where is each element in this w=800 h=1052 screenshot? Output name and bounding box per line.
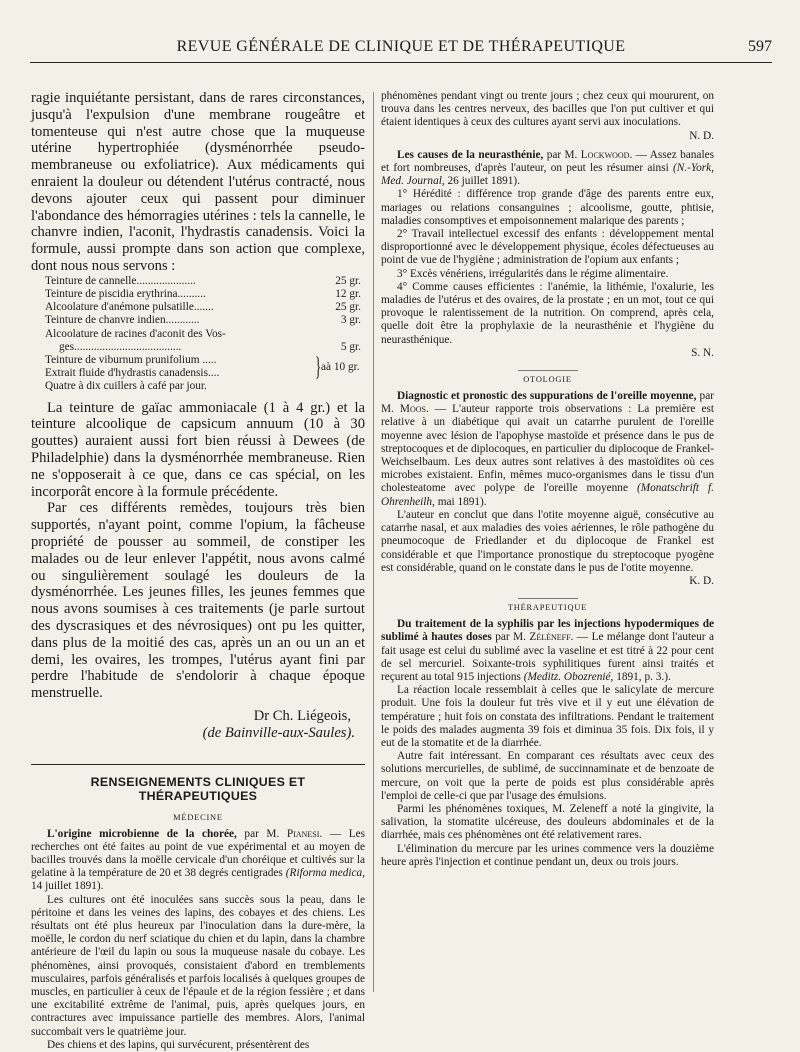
recipe-line: Teinture de piscidia erythrina.......... 12 gr. <box>45 287 361 300</box>
article-title: Du traitement de la syphilis par les injections hypodermiques de sublimé à hautes doses <box>381 618 714 644</box>
section-title: RENSEIGNEMENTS CLINIQUES ET THÉRAPEUTIQUES <box>31 764 365 803</box>
recipe-line: Teinture de chanvre indien............ 3 gr. <box>45 314 361 327</box>
citation: (Riforma medica, <box>285 867 365 880</box>
paragraph: Les cultures ont été inoculées sans succès sous la peau, dans le péritoine et dans les veines des lapins, des cobayes et des chiens. Les résultats ont été plus heureux par l'inoculation dans la dure-mère, la moëlle, le cordon du nerf sciatique du chien et du lapin, dans la chambre antérieure de l'œil du lapin ou sous la muqueuse nasale du cobaye. Les phénomènes, ainsi provoqués, consistaient d'abord en tremblements musculaires, parfois généralisés et parfois localisés à quelques groupes de muscles, en particulier à ceux de l'épaule et de la région fessière ; et dans une excitabilité extrême de l'animal, puis, après quelques jours, en contractures avec impuissance partielle des membres. Alors, l'animal succombait vers le quatrième jour. <box>31 893 365 1038</box>
article-intro: Diagnostic et pronostic des suppurations de l'oreille moyenne, par M. Moos. — L'auteur rapporte trois observations : La première est relative à un diabétique qui avait un catarrhe purulent de l'oreille moyenne avec lésion de l'apophyse mastoïde et présence dans le pus de streptocoques et de diplocoques, en particulier du diplocoque de Frankel-Weichselbaum. Les deux autres sont relatives à des mastoïdites où ces microbes existaient. Enfin, mêmes muco-organismes dans le tissu d'un cholesteatome avec polype de l'oreille moyenne (Monatschrift f. Ohrenheilh, mai 1891). <box>381 390 715 508</box>
article-author: Moos. — <box>399 403 447 416</box>
journal-title: REVUE GÉNÉRALE DE CLINIQUE ET DE THÉRAPEUTIQUE <box>176 38 626 55</box>
list-item: 2° Travail intellectuel excessif des enfants : développement mental disproportionné avec le développement physique, écoles défectueuses au point de vue de l'hygiène ; administration de l'opium aux enfants ; <box>381 228 714 267</box>
recipe-line: Teinture de cannelle..................... 25 gr. <box>45 274 361 287</box>
recipe-line: Teinture de viburnum prunifolium ..... <box>45 353 217 366</box>
article-signature: K. D. <box>689 574 714 587</box>
paragraph: La réaction locale ressemblait à celles que le salicylate de mercure produit. Une fois la douleur fut très vive et il y eut une élévation de température ; huit fois on constata des infiltrations. Pendant le traitement le poids des malades augmenta 39 fois et diminua 35 fois. Dix fois, il y eut de la stomatite et de la diarrhée. <box>381 684 714 749</box>
list-item: 3° Excès vénériens, irrégularités dans le régime alimentaire. <box>397 267 669 280</box>
article-intro: Du traitement de la syphilis par les injections hypodermiques de sublimé à hautes doses par M. Zéléneff. — Le mélange dont l'auteur a fait usage est celui du sublimé avec la vaseline et est titré à 22 pour cent de sel mercuriel. Soixante-trois syphilitiques furent ainsi traités et reçurent au total 915 injections (Meditz. Obozrenié, 1891, p. 3.). <box>381 618 715 683</box>
article-signature: N. D. <box>689 129 714 142</box>
citation: (Meditz. Obozrenié, <box>523 670 614 683</box>
citation: (Monatschrift f. Ohrenheilh, <box>381 482 714 508</box>
author-location: (de Bainville-aux-Saules). <box>202 724 355 741</box>
recipe-bracket-group <box>45 354 365 380</box>
recipe-dose: aà 10 gr. <box>321 360 360 373</box>
recipe-line: ges...................................... 5 gr. <box>59 340 361 353</box>
article-signature: S. N. <box>691 346 714 359</box>
rubric-heading: MÉDECINE <box>173 812 223 822</box>
author-signature: Dr Ch. Liégeois, <box>253 707 351 724</box>
column-divider <box>373 92 374 992</box>
article-author: Zéléneff. — <box>529 631 589 644</box>
paragraph: Des chiens et des lapins, qui survécurent, présentèrent des <box>47 1038 310 1051</box>
rubric-heading: OTOLOGIE <box>381 370 714 384</box>
right-column <box>381 90 714 869</box>
page-number: 597 <box>748 38 772 55</box>
paragraph: Parmi les phénomènes toxiques, M. Zeleneff a noté la gingivite, la salivation, la stomatite ulcéreuse, des douleurs abdominales et de la diarrhée, mais ces phénomènes ont été relativement rares. <box>381 802 714 842</box>
article-title: L'origine microbienne de la chorée, <box>47 827 237 840</box>
article-author: Pianesi. — <box>286 827 342 840</box>
paragraph: phénomènes pendant vingt ou trente jours ; chez ceux qui moururent, on trouva dans les centres nerveux, des bacilles que l'on put cultiver et qui étaient identiques à ceux des cultures ayant servi aux inoculations. N. D. <box>381 90 714 142</box>
article-title: Les causes de la neurasthénie, <box>397 148 544 161</box>
paragraph: Par ces différents remèdes, toujours très bien supportés, n'ayant point, comme l'opium, la fâcheuse propriété de pousser au sommeil, de constiper les malades ou de leur enlever l'appétit, nous avons calmé ou singulièrement soulagé les douleurs de la dysménorrhée. Les jeunes filles, les jeunes femmes que nous avons soumises à ces traitements (je parle surtout des dyscrasiques et des névrosiques) ont pu les quitter, dans plus de la moitié des cas, après un an ou un an et demi, les ovaires, les trompes, l'utérus ayant fini par perdre l'habitude de s'endolorir à chaque époque menstruelle. <box>31 500 365 702</box>
bracket-icon: } <box>315 352 322 382</box>
citation: (N.-York, Med. Journal, <box>381 162 714 188</box>
recipe-line: Extrait fluide d'hydrastis canadensis.... <box>45 367 220 380</box>
paragraph: L'élimination du mercure par les urines commence vers la douzième heure après l'injection et continue pendant un, deux ou trois jours. <box>381 842 714 868</box>
article-intro: Les causes de la neurasthénie, par M. Lockwood. — Assez banales et fort nombreuses, d'après l'auteur, on peut les résumer ainsi (N.-York, Med. Journal, 26 juillet 1891). <box>381 148 714 188</box>
list-item: 1° Hérédité : différence trop grande d'âge des parents entre eux, mariages ou relations consanguines ; alcoolisme, goutte, phtisie, maladies consomptives et empoisonnement malarique des parents ; <box>381 188 714 227</box>
article-intro: L'origine microbienne de la chorée, par M. Pianesi. — Les recherches ont été faites au point de vue expérimental et au moyen de bacilles trouvés dans la moëlle cervicale d'un choréique et cultivés sur la gelatine à la température de 20 et 38 degrés centigrades (Riforma medica, 14 juillet 1891). <box>31 827 366 893</box>
article-title: Diagnostic et pronostic des suppurations de l'oreille moyenne, <box>397 390 697 403</box>
recipe-note: Quatre à dix cuillers à café par jour. <box>45 380 207 393</box>
left-column <box>31 90 365 1052</box>
running-header <box>30 34 772 63</box>
recipe-line: Alcoolature de racines d'aconit des Vos- <box>45 327 226 340</box>
paragraph: La teinture de gaïac ammoniacale (1 à 4 gr.) et la teinture alcoolique de capsicum annuum (10 à 30 gouttes) auraient aussi fort bien réussi à Dewees (de Philadelphie) dans la dysménorrhée membraneuse. Rien ne s'opposerait à ce que, dans ce cas spécial, on les incorporât encore à la formule précédente. <box>31 399 365 500</box>
recipe-line: Alcoolature d'anémone pulsatille....... 25 gr. <box>45 301 361 314</box>
rubric-heading: THÉRAPEUTIQUE <box>381 598 714 612</box>
recipe-formula <box>45 275 365 394</box>
paragraph: ragie inquiétante persistant, dans de rares circonstances, jusqu'à l'expulsion d'une membrane rougeâtre et tomenteuse qui n'est autre chose que la muqueuse utérine hypertrophiée (dysménorrhée pseudo-membraneuse ou exfoliatrice). Aux médicaments qui enraient la douleur ou détendent l'utérus contracté, nous devons ajouter ceux qui passent pour diminuer l'abondance des hémorragies utérines : tels la cannelle, le chanvre indien, l'aconit, l'hydrastis canadensis. Voici la formule, aussi prompte dans son action que complexe, dont nous nous servons : <box>31 90 365 274</box>
paragraph: L'auteur en conclut que dans l'otite moyenne aiguë, consécutive au catarrhe nasal, et aux maladies des voies aériennes, le rôle pathogène du pneumocoque de Friedlander et du diplocoque de Frankel est considérable et que l'importance pronostique du streptocoque pyogène est considérable, quand on le constate dans le pus de l'otite moyenne. K. D. <box>381 508 714 587</box>
paragraph: Autre fait intéressant. En comparant ces résultats avec ceux des solutions mercurielles, de sublimé, de succinnaminate et de benzoate de mercure, on voit que la perte de poids est plus considérable après l'emploi de celle-ci que par l'usage des émulsions. <box>381 750 714 802</box>
list-item: 4° Comme causes efficientes : l'anémie, la lithémie, l'oxalurie, les maladies de l'utérus et des ovaires, de la prostate ; en un mot, tout ce qui provoque le ralentissement de la nutrition. On comprend, après cela, quelle doit être la prophylaxie de la neurasthénie et l'hygiène du neurasthénique. S. N. <box>381 280 714 359</box>
article-author: Lockwood. — <box>580 148 647 161</box>
